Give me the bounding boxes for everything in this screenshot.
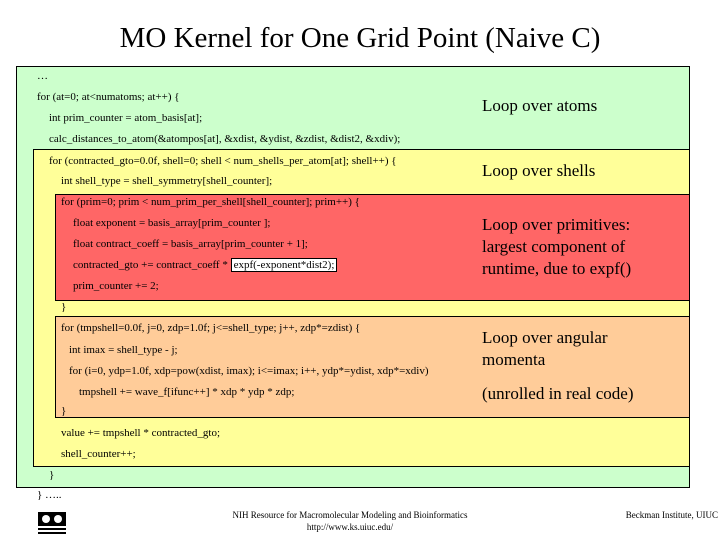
code-contracted-gto-text: contracted_gto += contract_coeff * — [73, 259, 228, 271]
label-loop-angular-1: Loop over angular — [482, 328, 608, 347]
code-line-tmpshell-accum: tmpshell += wave_f[ifunc++] * xdp * ydp * zdp; — [79, 386, 295, 398]
code-line-close-angular: } — [61, 405, 67, 417]
expf-highlight: expf(-exponent*dist2); — [231, 258, 338, 272]
code-line-shell-counter: shell_counter++; — [61, 448, 136, 460]
code-line-calc-distances: calc_distances_to_atom(&atompos[at], &xdist, &ydist, &zdist, &dist2, &xdiv); — [49, 133, 401, 145]
code-line-close-atoms: } ….. — [37, 489, 62, 501]
code-line-contracted-gto — [73, 259, 337, 272]
label-loop-shells: Loop over shells — [482, 161, 596, 180]
label-unrolled: (unrolled in real code) — [482, 384, 634, 403]
code-ellipsis-top: … — [37, 70, 48, 82]
code-line-inner-for: for (i=0, ydp=1.0f, xdp=pow(xdist, imax); i<=imax; i++, ydp*=ydist, xdp*=xdiv) — [69, 365, 429, 377]
label-loop-atoms: Loop over atoms — [482, 96, 598, 115]
code-line-imax: int imax = shell_type - j; — [69, 344, 178, 356]
code-line-contract-coeff: float contract_coeff = basis_array[prim_counter + 1]; — [73, 238, 308, 250]
slide-title: MO Kernel for One Grid Point (Naive C) — [119, 22, 601, 54]
institute-logo-icon — [38, 512, 66, 534]
code-line-prim-counter-inc: prim_counter += 2; — [73, 280, 159, 292]
code-line-atoms-for: for (at=0; at<numatoms; at++) { — [37, 91, 180, 103]
code-line-close-prims: } — [61, 301, 67, 313]
code-line-prims-for: for (prim=0; prim < num_prim_per_shell[shell_counter]; prim++) { — [61, 196, 360, 208]
code-line-value: value += tmpshell * contracted_gto; — [61, 427, 221, 439]
code-line-shells-for: for (contracted_gto=0.0f, shell=0; shell < num_shells_per_atom[at]; shell++) { — [49, 155, 397, 167]
footer-center — [200, 509, 500, 533]
code-line-tmpshell-for: for (tmpshell=0.0f, j=0, zdp=1.0f; j<=shell_type; j++, zdp*=zdist) { — [61, 322, 361, 334]
label-loop-primitives-3: runtime, due to expf() — [482, 259, 632, 278]
label-loop-angular-2: momenta — [482, 350, 546, 369]
code-line-shell-type: int shell_type = shell_symmetry[shell_counter]; — [61, 175, 273, 187]
label-loop-primitives-2: largest component of — [482, 237, 626, 256]
footer-nih-resource: NIH Resource for Macromolecular Modeling and Bioinformatics — [232, 510, 468, 520]
code-line-exponent: float exponent = basis_array[prim_counter ]; — [73, 217, 271, 229]
label-loop-primitives-1: Loop over primitives: — [482, 215, 631, 234]
code-line-prim-counter: int prim_counter = atom_basis[at]; — [49, 112, 203, 124]
footer-url: http://www.ks.uiuc.edu/ — [306, 522, 394, 532]
code-line-close-shells: } — [49, 469, 55, 481]
footer-beckman: Beckman Institute, UIUC — [625, 510, 718, 520]
